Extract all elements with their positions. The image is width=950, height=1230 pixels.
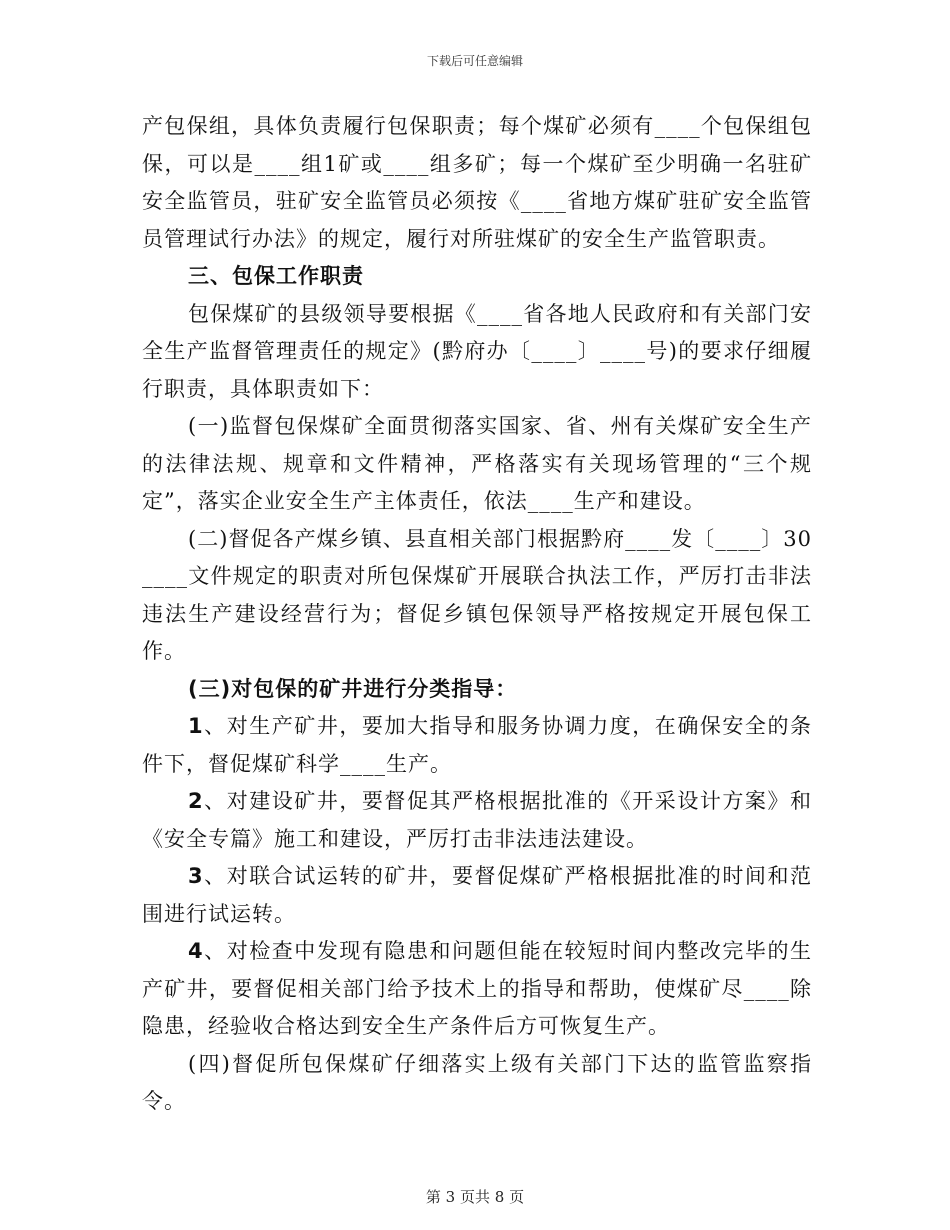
list-number: 2 xyxy=(188,789,204,813)
paragraph-guidance-1 xyxy=(142,708,812,783)
paragraph-guidance-4 xyxy=(142,933,812,1046)
subheading-classified-guidance: (三)对包保的矿井进行分类指导： xyxy=(188,676,518,701)
paragraph-guidance-2 xyxy=(142,783,812,858)
list-text: 、对生产矿井，要加大指导和服务协调力度，在确保安全的条件下，督促煤矿科学____生产。 xyxy=(142,714,812,776)
list-number: 4 xyxy=(188,939,204,963)
page-header-note: 下载后可任意编辑 xyxy=(426,54,523,68)
list-number: 3 xyxy=(188,864,204,888)
paragraph-baobao-group: 产包保组，具体负责履行包保职责；每个煤矿必须有____个包保组包保，可以是____组1矿或____组多矿；每一个煤矿至少明确一名驻矿安全监管员，驻矿安全监管员必须按《____省地方煤矿驻矿安全监管员管理试行办法》的规定，履行对所驻煤矿的安全生产监管职责。 xyxy=(142,114,812,251)
section-heading-responsibilities: 三、包保工作职责 xyxy=(188,264,364,288)
paragraph-guidance-3 xyxy=(142,858,812,933)
paragraph-county-leaders: 包保煤矿的县级领导要根据《____省各地人民政府和有关部门安全生产监督管理责任的规定》(黔府办〔____〕____号)的要求仔细履行职责，具体职责如下： xyxy=(142,301,812,401)
list-text: 、对检查中发现有隐患和问题但能在较短时间内整改完毕的生产矿井，要督促相关部门给予技术上的指导和帮助，使煤矿尽____除隐患，经验收合格达到安全生产条件后方可恢复生产。 xyxy=(142,939,812,1038)
page-number: 第 3 页共 8 页 xyxy=(425,1188,525,1206)
list-text: 、对建设矿井，要督促其严格根据批准的《开采设计方案》和《安全专篇》施工和建设，严厉打击非法违法建设。 xyxy=(142,789,812,851)
document-body xyxy=(142,108,812,1121)
list-number: 1 xyxy=(188,714,204,738)
paragraph-item-1: (一)监督包保煤矿全面贯彻落实国家、省、州有关煤矿安全生产的法律法规、规章和文件精神，严格落实有关现场管理的“三个规定”，落实企业安全生产主体责任，依法____生产和建设。 xyxy=(142,414,812,513)
paragraph-item-2: (二)督促各产煤乡镇、县直相关部门根据黔府____发〔____〕30____文件规定的职责对所包保煤矿开展联合执法工作，严厉打击非法违法生产建设经营行为；督促乡镇包保领导严格按规定开展包保工作。 xyxy=(142,526,812,663)
list-text: 、对联合试运转的矿井，要督促煤矿严格根据批准的时间和范围进行试运转。 xyxy=(142,864,812,926)
paragraph-item-4: (四)督促所包保煤矿仔细落实上级有关部门下达的监管监察指令。 xyxy=(142,1051,812,1113)
